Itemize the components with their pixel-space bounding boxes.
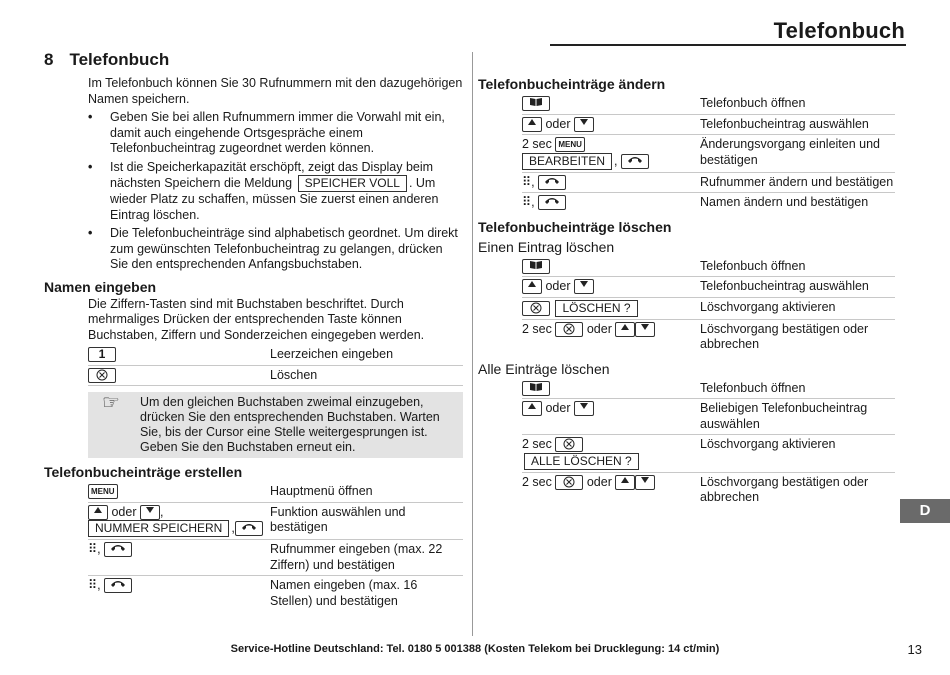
up-key-icon (522, 117, 542, 132)
display-message: NUMMER SPEICHERN (88, 520, 229, 537)
row-desc: Änderungsvorgang einleiten und bestätigen (700, 137, 880, 167)
up-key-icon (615, 475, 635, 490)
intro-text: Im Telefonbuch können Sie 30 Rufnummern mit den dazugehörigen Namen speichern. (88, 76, 463, 106)
delete-all-table (522, 379, 895, 508)
oder-text: oder (545, 279, 571, 293)
delete-heading: Telefonbucheinträge löschen (478, 218, 672, 235)
row-desc: Löschen (270, 367, 318, 382)
row-desc: Telefonbucheintrag auswählen (700, 279, 869, 293)
table-row (522, 193, 895, 213)
display-message: BEARBEITEN (522, 153, 612, 170)
keypad-icon: ⠿ (88, 578, 98, 592)
book-key-icon (522, 381, 550, 396)
section-heading (44, 50, 464, 70)
oder-text: oder (586, 321, 612, 336)
key-1: 1 (88, 347, 116, 362)
row-desc: Telefonbuch öffnen (700, 380, 806, 395)
keypad-icon: ⠿ (88, 542, 98, 556)
handset-key-icon (235, 521, 263, 536)
up-key-icon (522, 279, 542, 294)
duration-text: 2 sec (522, 137, 552, 151)
row-desc: Löschvorgang aktivieren (700, 299, 836, 314)
row-desc: Löschvorgang aktivieren (700, 437, 836, 451)
duration-text: 2 sec (522, 321, 552, 336)
table-row (522, 435, 895, 473)
delete-one-table (522, 257, 895, 355)
display-message: ALLE LÖSCHEN ? (524, 453, 639, 470)
delete-key-icon (555, 437, 583, 452)
row-desc: Namen ändern und bestätigen (700, 195, 869, 209)
delete-all-heading: Alle Einträge löschen (478, 360, 610, 377)
right-column (478, 76, 898, 508)
row-desc: Löschvorgang bestätigen oder abbrechen (700, 321, 869, 351)
row-desc: Rufnummer eingeben (max. 22 Ziffern) und bestätigen (270, 542, 443, 572)
row-desc: Hauptmenü öffnen (270, 484, 373, 498)
row-desc: Telefonbucheintrag auswählen (700, 116, 869, 131)
row-desc: Leerzeichen eingeben (270, 347, 394, 361)
table-row (522, 319, 895, 355)
hint-note (88, 392, 463, 458)
down-key-icon (574, 117, 594, 132)
up-key-icon (522, 401, 542, 416)
table-row (522, 135, 895, 173)
table-row (522, 379, 895, 399)
comma: , (231, 521, 235, 535)
change-table (522, 94, 895, 213)
menu-key: MENU (555, 137, 585, 152)
footer-hotline: Service-Hotline Deutschland: Tel. 0180 5 001388 (Kosten Telekom bei Drucklegung: 14 ct/min) (230, 643, 720, 655)
header-rule (550, 44, 906, 46)
section-title: Telefonbuch (69, 50, 170, 69)
table-row (88, 365, 463, 386)
table-row (522, 114, 895, 135)
names-text: Die Ziffern-Tasten sind mit Buchstaben beschriftet. Durch mehrmaliges Drücken der entsprechenden Taste können Buchstaben, Ziffern und Sonderzeichen eingegeben werden. (88, 296, 425, 342)
down-key-icon (140, 505, 160, 520)
table-row (88, 345, 463, 365)
bullet-text: . Um wieder Platz zu schaffen, müssen Sie zuerst einen anderen Eintrag löschen. (110, 176, 439, 222)
display-message: LÖSCHEN ? (555, 300, 637, 317)
row-desc: Löschvorgang bestätigen oder abbrechen (700, 474, 869, 504)
table-row (88, 576, 463, 612)
table-row (522, 277, 895, 298)
section-number: 8 (44, 50, 54, 69)
handset-key-icon (104, 578, 132, 593)
row-desc: Funktion auswählen und bestätigen (270, 504, 406, 534)
table-row (88, 540, 463, 576)
comma: , (531, 195, 535, 209)
up-key-icon (88, 505, 108, 520)
book-key-icon (522, 96, 550, 111)
language-tab: D (900, 499, 950, 523)
handset-key-icon (104, 542, 132, 557)
comma: , (160, 504, 164, 519)
delete-key-icon (555, 475, 583, 490)
oder-text: oder (545, 116, 571, 131)
bullet-item: • Die Telefonbucheinträge sind alphabetisch geordnet. Um direkt zum gewünschten Telefonbucheintrag zu gelangen, drücken Sie den entsprechenden Anfangsbuchstaben. (88, 226, 464, 273)
hint-text: Um den gleichen Buchstaben zweimal einzugeben, drücken Sie den entsprechenden Buchstaben. Warten Sie, bis der Cursor eine Stelle weitergesprungen ist. Geben Sie den Buchstaben erneut ein. (140, 395, 440, 454)
bullet-list (44, 110, 464, 273)
row-desc: Beliebigen Telefonbucheintrag auswählen (700, 401, 868, 431)
comma: , (614, 153, 618, 168)
change-heading: Telefonbucheinträge ändern (478, 76, 666, 92)
row-desc: Telefonbuch öffnen (700, 96, 806, 110)
page-number: 13 (907, 642, 922, 657)
down-key-icon (574, 279, 594, 294)
table-row (522, 257, 895, 277)
table-row (522, 399, 895, 435)
table-row (522, 472, 895, 508)
table-row (522, 297, 895, 319)
column-divider (472, 52, 473, 636)
handset-key-icon (538, 175, 566, 190)
table-row (522, 172, 895, 193)
names-heading: Namen eingeben (44, 278, 157, 295)
book-key-icon (522, 259, 550, 274)
down-key-icon (635, 475, 655, 490)
down-key-icon (574, 401, 594, 416)
page-header-title: Telefonbuch (773, 18, 905, 43)
oder-text: oder (545, 401, 571, 415)
comma: , (97, 542, 101, 556)
handset-key-icon (538, 195, 566, 210)
handset-key-icon (621, 154, 649, 169)
bullet-item (88, 160, 464, 224)
delete-key-icon (555, 322, 583, 337)
keypad-icon: ⠿ (522, 174, 532, 189)
oder-text: oder (111, 504, 137, 519)
table-row (88, 502, 463, 540)
up-key-icon (615, 322, 635, 337)
bullet-item: • Geben Sie bei allen Rufnummern immer die Vorwahl mit ein, damit auch eingehende Ortsgespräche einem Telefonbucheintrag zugeordnet werden können. (88, 110, 464, 157)
row-desc: Namen eingeben (max. 16 Stellen) und bestätigen (270, 578, 418, 608)
bullet-text: Ist die Speicherkapazität erschöpft, zeigt das Display beim nächsten Speichern die Meldung (110, 159, 434, 190)
table-row (522, 94, 895, 114)
left-column (44, 50, 464, 611)
delete-key-icon (522, 301, 550, 316)
menu-key: MENU (88, 484, 118, 499)
names-table (88, 345, 463, 386)
table-row (88, 482, 463, 502)
display-message: SPEICHER VOLL (298, 175, 407, 192)
row-desc: Telefonbuch öffnen (700, 258, 806, 273)
create-table (88, 482, 463, 611)
keypad-icon: ⠿ (522, 195, 532, 209)
delete-one-heading: Einen Eintrag löschen (478, 238, 615, 255)
duration-text: 2 sec (522, 437, 552, 451)
row-desc: Rufnummer ändern und bestätigen (700, 174, 894, 189)
comma: , (531, 174, 535, 189)
duration-text: 2 sec (522, 474, 552, 489)
oder-text: oder (586, 474, 612, 489)
create-heading: Telefonbucheinträge erstellen (44, 464, 243, 480)
down-key-icon (635, 322, 655, 337)
comma: , (97, 578, 101, 592)
delete-key-icon (88, 368, 116, 383)
hand-pointer-icon: ☞ (102, 392, 120, 414)
